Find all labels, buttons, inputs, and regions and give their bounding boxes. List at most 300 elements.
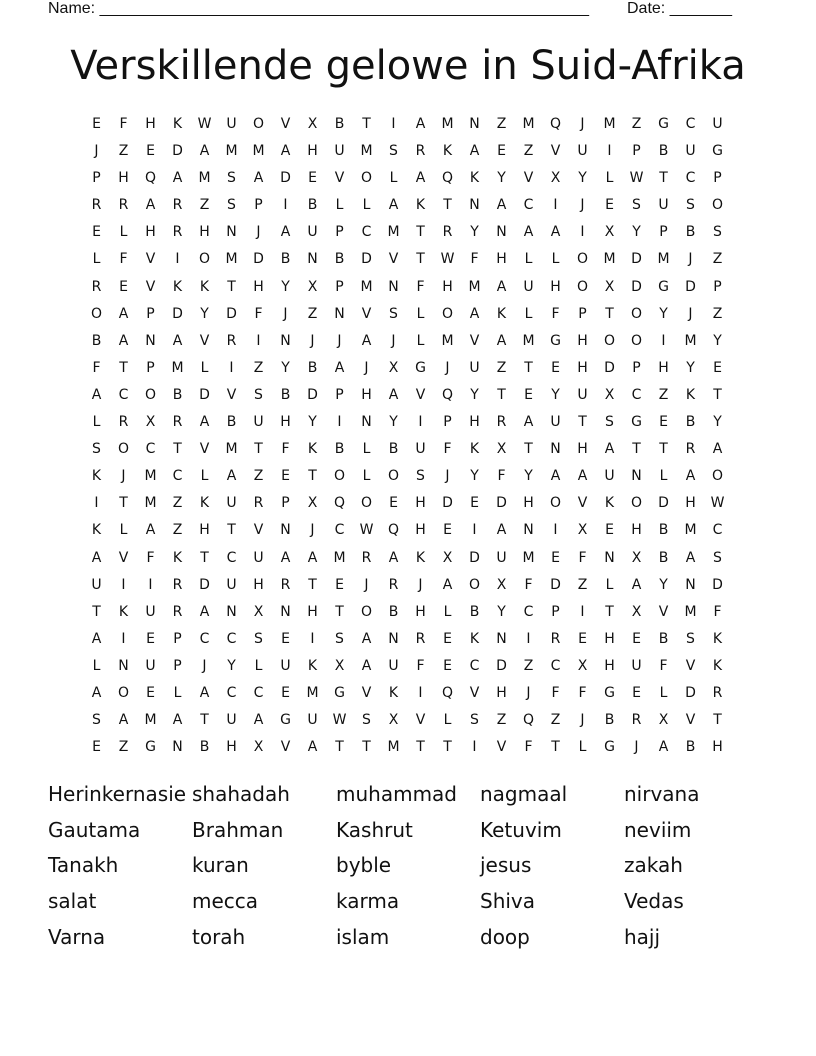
grid-letter: V bbox=[577, 495, 588, 512]
grid-letter: N bbox=[280, 522, 291, 539]
grid-letter: P bbox=[335, 278, 344, 295]
grid-letter: R bbox=[496, 414, 507, 431]
grid-letter: B bbox=[334, 116, 345, 132]
grid-letter: A bbox=[199, 143, 210, 160]
grid-letter: N bbox=[145, 332, 156, 349]
grid-letter: I bbox=[391, 116, 396, 132]
grid-letter: M bbox=[468, 278, 481, 295]
word-item: torah bbox=[192, 924, 246, 949]
grid-letter: E bbox=[389, 495, 398, 512]
grid-letter: J bbox=[310, 332, 315, 349]
grid-letter: A bbox=[91, 386, 102, 403]
grid-letter: A bbox=[577, 468, 588, 485]
grid-letter: V bbox=[415, 386, 426, 403]
word-item: shahadah bbox=[192, 782, 290, 806]
grid-letter: M bbox=[144, 712, 157, 729]
grid-letter: T bbox=[92, 603, 101, 620]
grid-letter: L bbox=[416, 332, 425, 349]
grid-letter: S bbox=[632, 197, 641, 214]
grid-letter: L bbox=[92, 414, 101, 431]
grid-letter: A bbox=[685, 468, 696, 485]
grid-letter: K bbox=[415, 197, 426, 214]
grid-letter: C bbox=[199, 630, 210, 647]
grid-letter: J bbox=[634, 739, 639, 756]
grid-letter: Q bbox=[387, 522, 400, 539]
grid-row bbox=[83, 382, 733, 409]
grid-letter: I bbox=[256, 332, 261, 349]
grid-letter: D bbox=[172, 305, 183, 322]
grid-letter: E bbox=[281, 468, 290, 485]
word-item: jesus bbox=[480, 853, 532, 878]
grid-letter: Y bbox=[713, 332, 722, 349]
grid-letter: R bbox=[118, 197, 129, 214]
grid-letter: R bbox=[361, 549, 372, 566]
grid-letter: P bbox=[254, 197, 263, 214]
grid-letter: H bbox=[415, 495, 426, 512]
grid-letter: B bbox=[388, 603, 399, 620]
grid-letter: M bbox=[252, 143, 265, 160]
grid-letter: U bbox=[280, 657, 291, 674]
grid-letter: Z bbox=[172, 495, 183, 512]
grid-letter: Y bbox=[659, 305, 668, 322]
grid-letter: F bbox=[497, 468, 506, 485]
grid-letter: M bbox=[441, 116, 454, 132]
grid-letter: A bbox=[496, 332, 507, 349]
word-item: Shiva bbox=[480, 889, 536, 914]
grid-letter: E bbox=[308, 170, 317, 187]
grid-letter: U bbox=[226, 712, 237, 729]
grid-letter: Z bbox=[712, 305, 723, 322]
grid-letter: U bbox=[226, 116, 237, 132]
grid-letter: E bbox=[281, 630, 290, 647]
grid-letter: V bbox=[685, 657, 696, 674]
grid-letter: O bbox=[117, 441, 130, 458]
grid-letter: Y bbox=[713, 414, 722, 431]
grid-letter: F bbox=[551, 305, 560, 322]
grid-letter: E bbox=[713, 359, 722, 376]
grid-letter: C bbox=[631, 386, 642, 403]
grid-letter: K bbox=[199, 495, 210, 512]
grid-letter: O bbox=[387, 468, 400, 485]
grid-letter: N bbox=[496, 630, 507, 647]
grid-letter: V bbox=[226, 386, 237, 403]
grid-letter: I bbox=[121, 630, 126, 647]
grid-letter: O bbox=[333, 468, 346, 485]
grid-row bbox=[83, 572, 733, 599]
grid-letter: A bbox=[550, 224, 561, 241]
grid-letter: H bbox=[604, 630, 615, 647]
grid-letter: X bbox=[334, 657, 345, 674]
grid-letter: E bbox=[578, 630, 587, 647]
grid-letter: C bbox=[523, 603, 534, 620]
grid-letter: I bbox=[526, 630, 531, 647]
grid-letter: K bbox=[496, 305, 507, 322]
grid-letter: L bbox=[119, 224, 128, 241]
grid-row bbox=[83, 138, 733, 165]
grid-letter: N bbox=[334, 305, 345, 322]
grid-letter: F bbox=[578, 684, 587, 701]
grid-letter: B bbox=[658, 630, 669, 647]
grid-letter: J bbox=[364, 359, 369, 376]
grid-letter: R bbox=[442, 224, 453, 241]
grid-letter: Q bbox=[441, 170, 454, 187]
grid-letter: F bbox=[416, 278, 425, 295]
grid-letter: B bbox=[334, 441, 345, 458]
grid-letter: B bbox=[307, 359, 318, 376]
grid-letter: W bbox=[710, 495, 725, 512]
grid-letter: X bbox=[577, 522, 588, 539]
grid-letter: C bbox=[145, 441, 156, 458]
grid-letter: M bbox=[333, 549, 346, 566]
grid-letter: I bbox=[283, 197, 288, 214]
grid-letter: L bbox=[92, 251, 101, 268]
grid-letter: L bbox=[605, 576, 614, 593]
grid-letter: J bbox=[418, 576, 423, 593]
grid-letter: S bbox=[92, 712, 101, 729]
grid-letter: V bbox=[199, 332, 210, 349]
grid-letter: G bbox=[604, 684, 615, 701]
grid-letter: J bbox=[688, 251, 693, 268]
grid-row bbox=[83, 192, 733, 219]
grid-letter: A bbox=[604, 441, 615, 458]
word-item: Herinkernasie bbox=[48, 782, 187, 806]
grid-letter: M bbox=[225, 143, 238, 160]
grid-letter: I bbox=[580, 603, 585, 620]
grid-letter: V bbox=[280, 116, 291, 132]
word-item: karma bbox=[336, 889, 400, 914]
word-row bbox=[48, 814, 768, 850]
grid-letter: A bbox=[91, 684, 102, 701]
grid-letter: A bbox=[550, 468, 561, 485]
grid-letter: D bbox=[658, 495, 669, 512]
word-row bbox=[48, 885, 768, 921]
grid-letter: H bbox=[145, 116, 156, 132]
grid-letter: T bbox=[362, 116, 371, 132]
grid-letter: Y bbox=[281, 359, 290, 376]
grid-letter: E bbox=[632, 630, 641, 647]
grid-row bbox=[83, 111, 733, 138]
grid-letter: T bbox=[443, 197, 452, 214]
grid-letter: X bbox=[577, 657, 588, 674]
grid-row bbox=[83, 707, 733, 734]
grid-letter: U bbox=[577, 143, 588, 160]
grid-letter: H bbox=[496, 251, 507, 268]
grid-letter: R bbox=[550, 630, 561, 647]
grid-letter: B bbox=[280, 251, 291, 268]
grid-letter: U bbox=[604, 468, 615, 485]
grid-letter: R bbox=[280, 576, 291, 593]
grid-letter: D bbox=[469, 549, 480, 566]
grid-letter: Y bbox=[686, 359, 695, 376]
grid-letter: U bbox=[253, 549, 264, 566]
grid-letter: F bbox=[659, 657, 668, 674]
grid-letter: T bbox=[119, 359, 128, 376]
name-line: Name: _______________________________________________________ bbox=[48, 0, 589, 17]
grid-letter: A bbox=[199, 684, 210, 701]
grid-letter: A bbox=[145, 197, 156, 214]
grid-row bbox=[83, 301, 733, 328]
grid-letter: K bbox=[172, 278, 183, 295]
word-bank bbox=[48, 778, 768, 956]
grid-letter: H bbox=[253, 576, 264, 593]
grid-letter: K bbox=[604, 495, 615, 512]
grid-letter: F bbox=[146, 549, 155, 566]
grid-row bbox=[83, 328, 733, 355]
grid-letter: R bbox=[712, 684, 723, 701]
grid-letter: M bbox=[684, 522, 697, 539]
grid-letter: Y bbox=[281, 278, 290, 295]
grid-letter: F bbox=[119, 116, 128, 132]
word-item: kuran bbox=[192, 853, 249, 878]
grid-letter: J bbox=[283, 305, 288, 322]
grid-letter: E bbox=[443, 657, 452, 674]
grid-letter: K bbox=[712, 630, 723, 647]
grid-letter: C bbox=[226, 630, 237, 647]
grid-letter: Y bbox=[389, 414, 398, 431]
grid-letter: L bbox=[443, 603, 452, 620]
grid-letter: V bbox=[199, 441, 210, 458]
grid-letter: A bbox=[280, 224, 291, 241]
grid-letter: V bbox=[145, 251, 156, 268]
grid-letter: S bbox=[389, 305, 398, 322]
grid-letter: T bbox=[578, 414, 587, 431]
grid-letter: A bbox=[172, 170, 183, 187]
grid-letter: V bbox=[523, 170, 534, 187]
grid-row bbox=[83, 517, 733, 544]
grid-letter: F bbox=[524, 739, 533, 756]
grid-letter: D bbox=[361, 251, 372, 268]
grid-letter: W bbox=[440, 251, 455, 268]
grid-letter: E bbox=[659, 414, 668, 431]
grid-letter: A bbox=[415, 116, 426, 132]
grid-letter: A bbox=[361, 630, 372, 647]
grid-letter: Y bbox=[200, 305, 209, 322]
grid-letter: S bbox=[713, 224, 722, 241]
grid-letter: Y bbox=[227, 657, 236, 674]
grid-letter: A bbox=[118, 712, 129, 729]
grid-letter: Z bbox=[658, 386, 669, 403]
grid-letter: A bbox=[469, 305, 480, 322]
word-item: zakah bbox=[624, 853, 683, 878]
grid-letter: P bbox=[146, 305, 155, 322]
grid-letter: L bbox=[659, 468, 668, 485]
grid-letter: V bbox=[388, 251, 399, 268]
grid-letter: H bbox=[253, 278, 264, 295]
grid-letter: H bbox=[415, 603, 426, 620]
grid-letter: P bbox=[335, 386, 344, 403]
grid-letter: E bbox=[524, 386, 533, 403]
puzzle-title: Verskillende gelowe in Suid-Afrika bbox=[70, 43, 746, 89]
grid-letter: G bbox=[550, 332, 561, 349]
grid-letter: U bbox=[334, 143, 345, 160]
grid-letter: F bbox=[713, 603, 722, 620]
grid-letter: I bbox=[229, 359, 234, 376]
grid-letter: R bbox=[172, 414, 183, 431]
grid-letter: X bbox=[604, 386, 615, 403]
grid-letter: Y bbox=[497, 170, 506, 187]
grid-letter: A bbox=[523, 414, 534, 431]
grid-letter: Y bbox=[632, 224, 641, 241]
grid-letter: J bbox=[202, 657, 207, 674]
grid-letter: N bbox=[469, 197, 480, 214]
grid-letter: C bbox=[253, 684, 264, 701]
grid-letter: D bbox=[199, 576, 210, 593]
grid-letter: E bbox=[146, 143, 155, 160]
grid-letter: T bbox=[254, 441, 263, 458]
grid-letter: H bbox=[118, 170, 129, 187]
grid-letter: B bbox=[604, 712, 615, 729]
grid-letter: I bbox=[121, 576, 126, 593]
grid-letter: Y bbox=[470, 386, 479, 403]
grid-letter: T bbox=[497, 386, 506, 403]
grid-letter: B bbox=[658, 143, 669, 160]
grid-letter: L bbox=[578, 739, 587, 756]
grid-letter: O bbox=[711, 468, 724, 485]
grid-letter: P bbox=[578, 305, 587, 322]
grid-letter: J bbox=[580, 712, 585, 729]
word-item: nagmaal bbox=[480, 782, 568, 806]
grid-letter: E bbox=[92, 116, 101, 132]
grid-letter: O bbox=[360, 603, 373, 620]
grid-letter: X bbox=[307, 495, 318, 512]
grid-letter: O bbox=[198, 251, 211, 268]
grid-letter: A bbox=[361, 332, 372, 349]
grid-letter: D bbox=[307, 386, 318, 403]
grid-letter: M bbox=[387, 739, 400, 756]
grid-letter: Y bbox=[578, 170, 587, 187]
grid-letter: E bbox=[443, 630, 452, 647]
grid-letter: T bbox=[713, 386, 722, 403]
grid-letter: F bbox=[92, 359, 101, 376]
grid-letter: C bbox=[118, 386, 129, 403]
grid-letter: H bbox=[496, 684, 507, 701]
grid-letter: G bbox=[604, 739, 615, 756]
grid-letter: N bbox=[172, 739, 183, 756]
grid-letter: E bbox=[335, 576, 344, 593]
grid-row bbox=[83, 626, 733, 653]
grid-letter: A bbox=[442, 576, 453, 593]
grid-letter: H bbox=[523, 495, 534, 512]
grid-letter: O bbox=[630, 305, 643, 322]
grid-letter: I bbox=[418, 684, 423, 701]
grid-letter: O bbox=[576, 251, 589, 268]
grid-letter: A bbox=[91, 549, 102, 566]
grid-letter: N bbox=[388, 630, 399, 647]
grid-letter: E bbox=[470, 495, 479, 512]
grid-letter: P bbox=[713, 170, 722, 187]
grid-letter: L bbox=[362, 441, 371, 458]
grid-row bbox=[83, 436, 733, 463]
grid-letter: T bbox=[605, 305, 614, 322]
grid-letter: Y bbox=[470, 224, 479, 241]
grid-letter: C bbox=[172, 468, 183, 485]
grid-letter: S bbox=[335, 630, 344, 647]
grid-letter: D bbox=[172, 143, 183, 160]
grid-letter: B bbox=[685, 224, 696, 241]
grid-letter: M bbox=[522, 549, 535, 566]
grid-letter: P bbox=[92, 170, 101, 187]
grid-letter: A bbox=[658, 739, 669, 756]
grid-letter: C bbox=[226, 549, 237, 566]
date-line: Date: _______ bbox=[627, 0, 732, 17]
grid-letter: B bbox=[685, 739, 696, 756]
grid-letter: P bbox=[551, 603, 560, 620]
grid-letter: F bbox=[443, 441, 452, 458]
word-item: Kashrut bbox=[336, 817, 413, 842]
grid-letter: B bbox=[226, 414, 237, 431]
grid-letter: M bbox=[144, 495, 157, 512]
grid-letter: A bbox=[172, 712, 183, 729]
grid-letter: U bbox=[388, 657, 399, 674]
grid-letter: U bbox=[631, 657, 642, 674]
grid-letter: B bbox=[469, 603, 480, 620]
grid-letter: S bbox=[713, 549, 722, 566]
grid-letter: D bbox=[685, 278, 696, 295]
grid-letter: P bbox=[173, 657, 182, 674]
grid-letter: B bbox=[280, 386, 291, 403]
grid-letter: M bbox=[441, 332, 454, 349]
grid-letter: E bbox=[551, 549, 560, 566]
grid-letter: O bbox=[468, 576, 481, 593]
grid-letter: G bbox=[631, 414, 642, 431]
grid-letter: R bbox=[388, 576, 399, 593]
grid-letter: T bbox=[524, 441, 533, 458]
word-item: salat bbox=[48, 889, 97, 914]
grid-letter: M bbox=[684, 603, 697, 620]
grid-letter: A bbox=[280, 549, 291, 566]
grid-letter: N bbox=[280, 332, 291, 349]
grid-letter: X bbox=[658, 712, 669, 729]
grid-letter: N bbox=[604, 549, 615, 566]
grid-letter: A bbox=[199, 414, 210, 431]
grid-letter: L bbox=[551, 251, 560, 268]
grid-letter: T bbox=[308, 468, 317, 485]
grid-letter: E bbox=[119, 278, 128, 295]
grid-letter: H bbox=[469, 414, 480, 431]
grid-letter: F bbox=[470, 251, 479, 268]
grid-letter: Z bbox=[118, 739, 129, 756]
grid-letter: F bbox=[578, 549, 587, 566]
grid-letter: A bbox=[388, 386, 399, 403]
grid-letter: U bbox=[415, 441, 426, 458]
grid-letter: T bbox=[308, 576, 317, 593]
grid-letter: Z bbox=[496, 712, 507, 729]
grid-letter: R bbox=[415, 143, 426, 160]
word-row bbox=[48, 778, 768, 814]
grid-letter: P bbox=[659, 224, 668, 241]
grid-letter: K bbox=[712, 657, 723, 674]
word-row bbox=[48, 849, 768, 885]
grid-letter: K bbox=[91, 522, 102, 539]
grid-letter: S bbox=[389, 143, 398, 160]
grid-letter: E bbox=[605, 197, 614, 214]
grid-letter: B bbox=[685, 414, 696, 431]
grid-letter: T bbox=[416, 251, 425, 268]
grid-letter: L bbox=[335, 197, 344, 214]
grid-letter: H bbox=[577, 359, 588, 376]
grid-letter: X bbox=[496, 441, 507, 458]
grid-letter: T bbox=[443, 739, 452, 756]
grid-letter: J bbox=[580, 116, 585, 132]
grid-letter: D bbox=[631, 278, 642, 295]
grid-letter: V bbox=[685, 712, 696, 729]
grid-letter: P bbox=[281, 495, 290, 512]
grid-letter: A bbox=[496, 197, 507, 214]
grid-letter: B bbox=[307, 197, 318, 214]
grid-letter: J bbox=[256, 224, 261, 241]
grid-letter: D bbox=[226, 305, 237, 322]
grid-letter: H bbox=[550, 278, 561, 295]
